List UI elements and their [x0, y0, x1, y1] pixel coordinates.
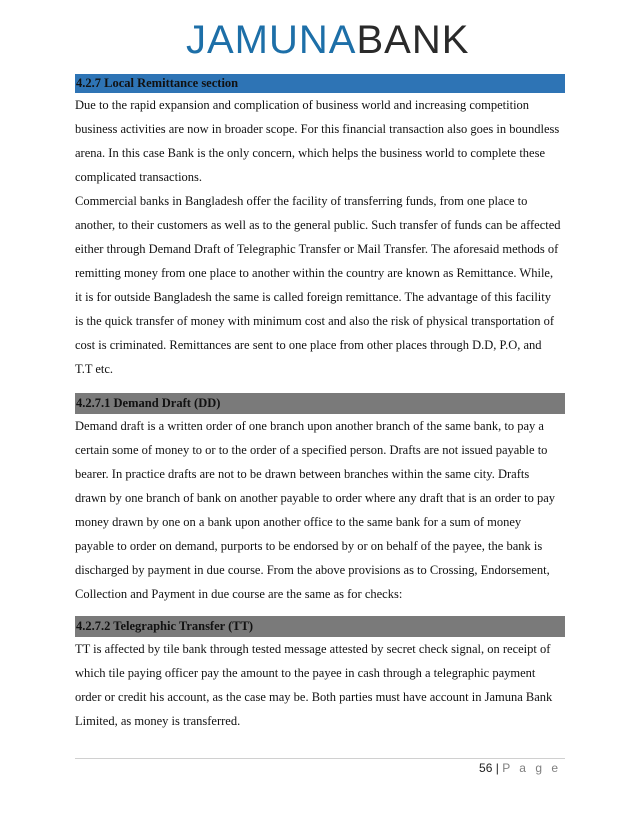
text-line: remitting money from one place to another within the country are known as Remittance. While, [75, 266, 554, 280]
page-label: P a g e [502, 761, 561, 775]
text-line: Limited, as money is transferred. [75, 714, 241, 728]
text-line: bearer. In practice drafts are not to be drawn between branches within the same city. Drafts [75, 467, 530, 481]
text-line: complicated transactions. [75, 170, 203, 184]
logo-text [186, 20, 469, 60]
text-line: Demand draft is a written order of one branch upon another branch of the same bank, to pay a [75, 419, 544, 433]
text-line: money drawn by one on a bank upon another office to the same bank for a sum of money [75, 515, 522, 529]
document-body [75, 74, 565, 733]
text-line: Collection and Payment in due course are the same as for checks: [75, 587, 403, 601]
text-line: T.T etc. [75, 362, 114, 376]
page-number: 56 [479, 761, 493, 775]
bank-logo [186, 14, 486, 66]
text-line: Commercial banks in Bangladesh offer the facility of transferring funds, from one place to [75, 194, 528, 208]
text-line: arena. In this case Bank is the only concern, which helps the business world to complete these [75, 146, 546, 160]
text-line: TT is affected by tile bank through tested message attested by secret check signal, on receipt of [75, 642, 551, 656]
text-line: order or credit his account, as the case may be. Both parties must have account in Jamuna Bank [75, 690, 553, 704]
section-heading-telegraphic-transfer: 4.2.7.2 Telegraphic Transfer (TT) [75, 616, 565, 637]
text-line: business activities are now in broader scope. For this financial transaction also goes in boundless [75, 122, 560, 136]
text-line: drawn by one branch of bank on another payable to order where any draft that is an order to pay [75, 491, 556, 505]
logo-part-jamuna: JAMUNA [186, 18, 357, 62]
text-line: which tile paying officer pay the amount to the payee in cash through a telegraphic payment [75, 666, 536, 680]
text-line: Due to the rapid expansion and complication of business world and increasing competition [75, 98, 530, 112]
paragraph-telegraphic-transfer [75, 637, 565, 733]
text-line: another, to their customers as well as to the general public. Such transfer of funds can be affected [75, 218, 561, 232]
text-line: certain some of money to or to the order of a specified person. Drafts are not issued payable to [75, 443, 548, 457]
text-line: cost is criminated. Remittances are sent to one place from other places through D.D, P.O, and [75, 338, 542, 352]
text-line: is the quick transfer of money with minimum cost and also the risk of physical transportation of [75, 314, 555, 328]
text-line: it is for outside Bangladesh the same is called foreign remittance. The advantage of this facility [75, 290, 552, 304]
text-line: payable to order on demand, purports to be endorsed by or on behalf of the payee, the bank is [75, 539, 543, 553]
paragraph-local-remittance [75, 93, 565, 381]
footer-separator: | [495, 761, 499, 775]
section-heading-demand-draft: 4.2.7.1 Demand Draft (DD) [75, 393, 565, 414]
logo-part-bank: BANK [356, 18, 470, 62]
section-heading-local-remittance: 4.2.7 Local Remittance section [75, 74, 565, 93]
spacer [75, 606, 565, 616]
text-line: either through Demand Draft of Telegraphic Transfer or Mail Transfer. The aforesaid methods of [75, 242, 559, 256]
page-footer [479, 761, 561, 775]
spacer [75, 381, 565, 393]
paragraph-demand-draft [75, 414, 565, 606]
footer-divider [75, 758, 565, 759]
text-line: discharged by payment in due course. From the above provisions as to Crossing, Endorsement, [75, 563, 550, 577]
